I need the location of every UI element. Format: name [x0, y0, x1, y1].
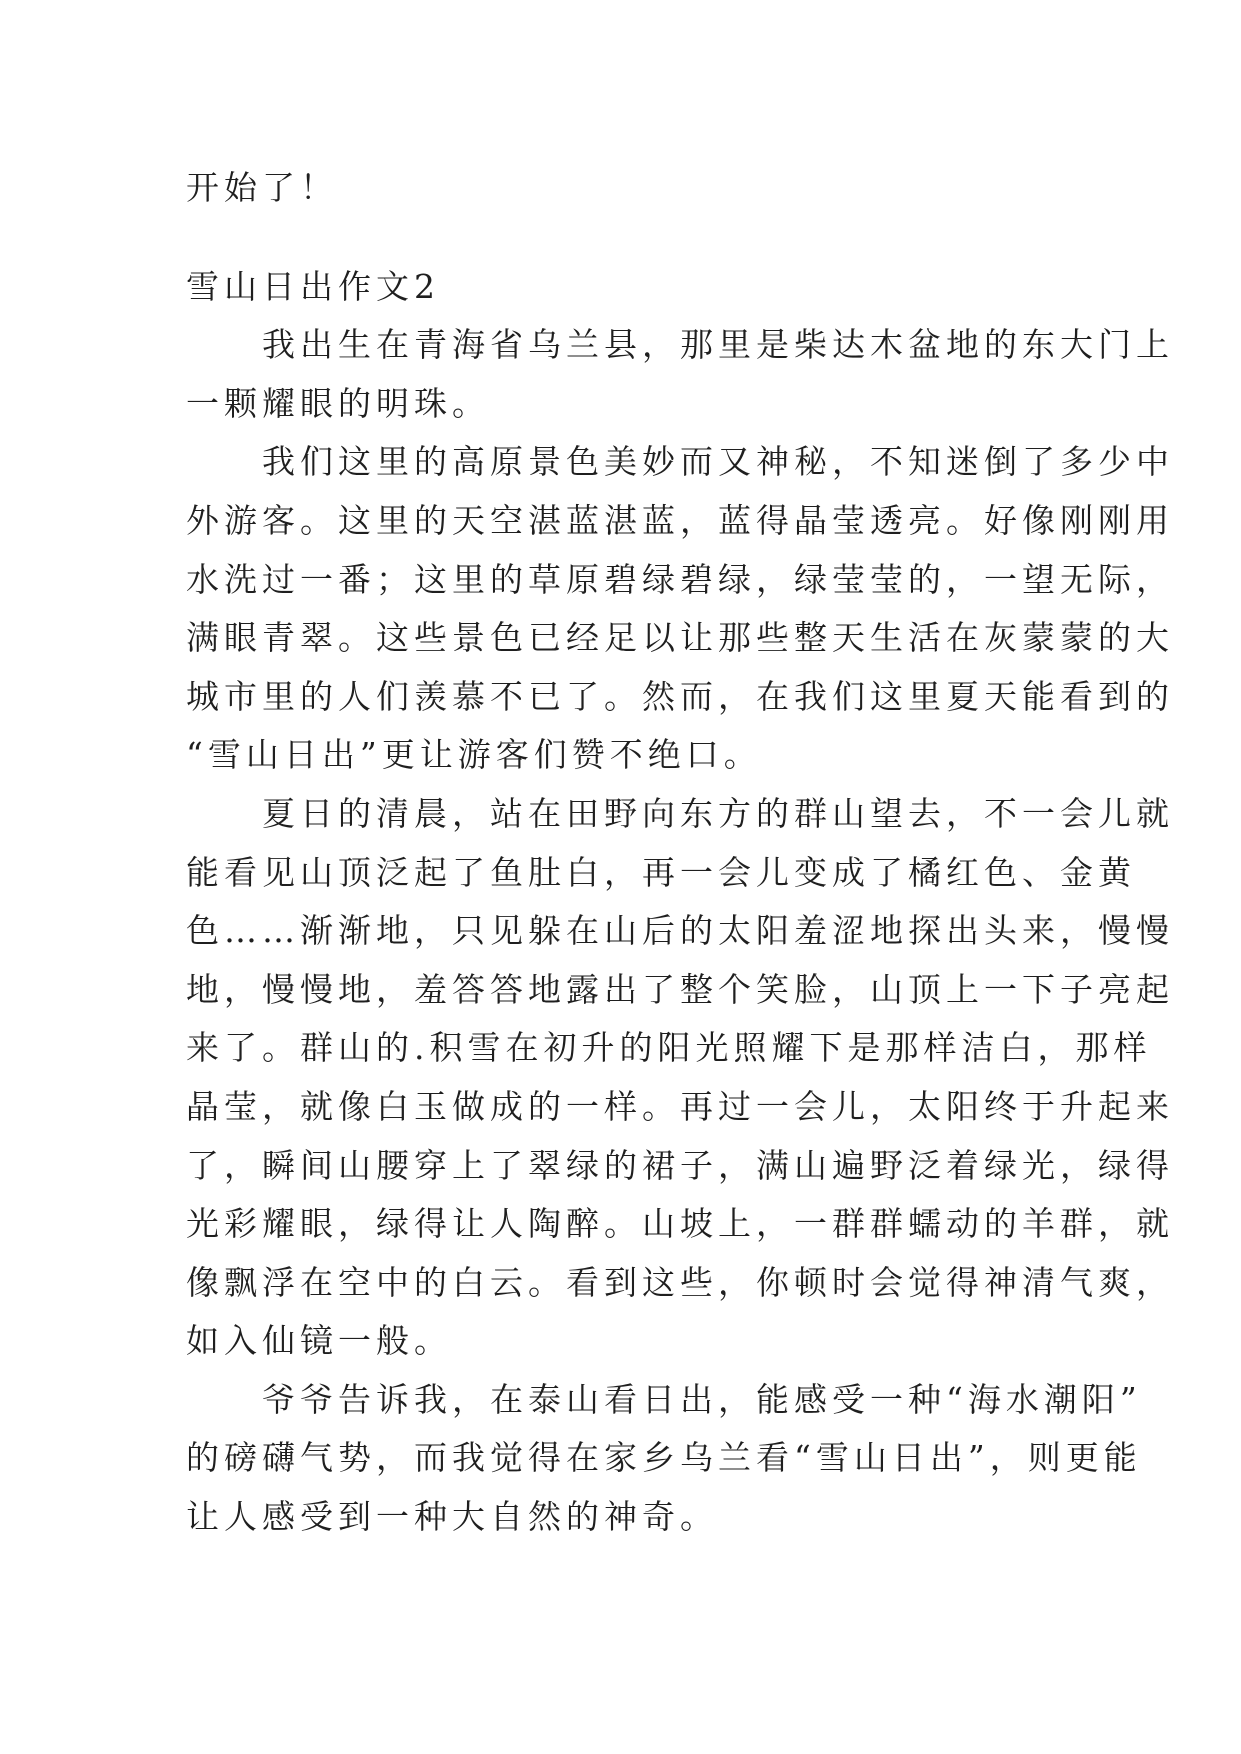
- paragraph-line: 夏日的清晨，站在田野向东方的群山望去，不一会儿就: [186, 793, 1174, 833]
- paragraph-2: [186, 433, 1174, 785]
- paragraph-line: 我们这里的高原景色美妙而又神秘，不知迷倒了多少中: [186, 442, 1174, 482]
- section-title: 雪山日出作文2: [186, 266, 440, 306]
- paragraph-line: 地，慢慢地，羞答答地露出了整个笑脸，山顶上一下子亮起: [186, 969, 1174, 1009]
- spacer: [186, 218, 1066, 258]
- paragraph-line: 满眼青翠。这些景色已经足以让那些整天生活在灰蒙蒙的大: [186, 618, 1174, 658]
- paragraph-line: 晶莹，就像白玉做成的一样。再过一会儿，太阳终于升起来: [186, 1086, 1174, 1126]
- paragraph-line: “雪山日出”更让游客们赞不绝口。: [186, 735, 762, 775]
- opening-fragment: 开始了！: [186, 168, 338, 207]
- paragraph-4: [186, 1371, 1142, 1547]
- paragraph-line: 像飘浮在空中的白云。看到这些，你顿时会觉得神清气爽，: [186, 1262, 1174, 1302]
- paragraph-line: 爷爷告诉我，在泰山看日出，能感受一种“海水潮阳”: [186, 1379, 1142, 1419]
- paragraph-line: 让人感受到一种大自然的神奇。: [186, 1497, 718, 1537]
- paragraph-1: [186, 316, 1174, 433]
- paragraph-3: [186, 785, 1174, 1371]
- document-body: [186, 159, 1174, 1547]
- paragraph-line: 城市里的人们羡慕不已了。然而，在我们这里夏天能看到的: [186, 676, 1174, 716]
- paragraph-line: 水洗过一番；这里的草原碧绿碧绿，绿莹莹的，一望无际，: [186, 559, 1174, 599]
- paragraph-line: 我出生在青海省乌兰县，那里是柴达木盆地的东大门上: [186, 325, 1174, 365]
- paragraph-line: 一颗耀眼的明珠。: [186, 383, 490, 423]
- paragraph-line: 能看见山顶泛起了鱼肚白，再一会儿变成了橘红色、金黄: [186, 852, 1136, 892]
- paragraph-line: 色……渐渐地，只见躲在山后的太阳羞涩地探出头来，慢慢: [186, 911, 1174, 951]
- paragraph-line: 的磅礴气势，而我觉得在家乡乌兰看“雪山日出”，则更能: [186, 1438, 1142, 1478]
- paragraph-line: 光彩耀眼，绿得让人陶醉。山坡上，一群群蠕动的羊群，就: [186, 1204, 1174, 1244]
- paragraph-line: 外游客。这里的天空湛蓝湛蓝，蓝得晶莹透亮。好像刚刚用: [186, 500, 1174, 540]
- paragraph-line: 来了。群山的.积雪在初升的阳光照耀下是那样洁白，那样: [186, 1028, 1152, 1068]
- paragraph-line: 如入仙镜一般。: [186, 1321, 452, 1361]
- paragraph-line: 了，瞬间山腰穿上了翠绿的裙子，满山遍野泛着绿光，绿得: [186, 1145, 1174, 1185]
